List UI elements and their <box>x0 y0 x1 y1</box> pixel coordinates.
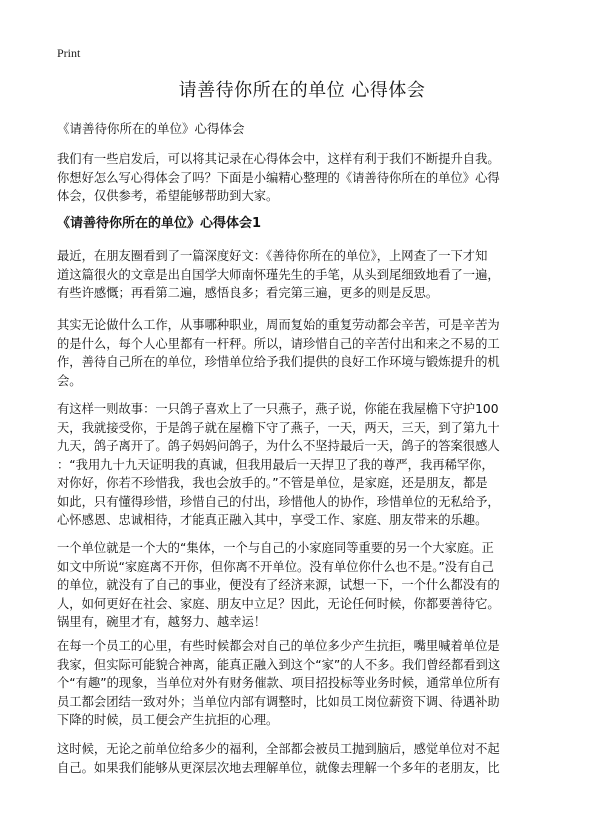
text-line: 道这篇很火的文章是出自国学大师南怀瑾先生的手笔，从头到尾细致地看了一遍， <box>57 267 500 282</box>
text-line: 会。 <box>57 373 82 388</box>
body-paragraph-3 <box>57 400 547 530</box>
text-line: 对你好，你若不珍惜我，我也会放手的。”不管是单位，是家庭，还是朋友，都是 <box>57 476 488 490</box>
text-line: 锅里有，碗里才有，越努力、越幸运！ <box>57 615 267 629</box>
body-paragraph-1 <box>57 247 547 303</box>
text-line: 天，我就接受你，于是鸽子就在屋檐下守了燕子，一天，两天，三天，到了第九十 <box>57 420 500 435</box>
text-line: 人，如何更好在社会、家庭、朋友中立足？因此，无论任何时候，你都要善待它。 <box>57 596 500 611</box>
text-line: 作，善待自己所在的单位，珍惜单位给予我们提供的良好工作环境与锻炼提升的机 <box>57 355 500 369</box>
text-line: 如文中所说“家庭离不开你，但你离不开单位。没有单位你什么也不是。”没有自己 <box>57 559 494 574</box>
text-line: 其实无论做什么工作，从事哪种职业，周而复始的重复劳动都会辛苦，可是辛苦为 <box>57 318 500 332</box>
text-line: 我家，但实际可能貌合神离，能真正融入到这个“家”的人不多。我们曾经都看到这 <box>57 657 501 672</box>
text-line: 我们有一些启发后，可以将其记录在心得体会中，这样有利于我们不断提升自我。 <box>57 152 500 166</box>
body-paragraph-5 <box>57 637 547 730</box>
text-line: 最近，在朋友圈看到了一篇深度好文：《善待你所在的单位》，上网查了一下才知 <box>57 249 488 263</box>
text-line: 心怀感恩、忠诚相待，才能真正融入其中，享受工作、家庭、朋友带来的乐趣。 <box>57 513 488 527</box>
text-line: 体会，仅供参考，希望能够帮助到大家。 <box>57 189 279 203</box>
text-line: 一个单位就是一个大的“集体，一个与自己的小家庭同等重要的另一个大家庭。正 <box>57 541 494 555</box>
page-title: 请善待你所在的单位 心得体会 <box>178 80 426 101</box>
text-line: 下降的时候，员工便会产生抗拒的心理。 <box>57 713 279 727</box>
subtitle: 《请善待你所在的单位》心得体会 <box>57 121 245 136</box>
text-line: ：“我用九十九天证明我的真诚，但我用最后一天捍卫了我的尊严，我再稀罕你， <box>57 457 494 472</box>
text-line: 你想好怎么写心得体会了吗？下面是小编精心整理的《请善待你所在的单位》心得 <box>57 170 500 185</box>
text-line: 个“有趣”的现象，当单位对外有财务催款、项目招投标等业务时候，通常单位所有 <box>57 676 501 690</box>
body-paragraph-4 <box>57 539 547 632</box>
section-heading: 《请善待你所在的单位》心得体会1 <box>57 216 262 231</box>
body-paragraph-6 <box>57 740 547 777</box>
text-line: 有些许感慨；再看第二遍，感悟良多；看完第三遍，更多的则是反思。 <box>57 286 439 300</box>
print-label: Print <box>57 46 81 60</box>
body-paragraph-2 <box>57 316 547 390</box>
intro-paragraph <box>57 150 547 206</box>
text-line: 如此，只有懂得珍惜，珍惜自己的付出，珍惜他人的协作，珍惜单位的无私给予， <box>57 494 500 509</box>
text-line: 的单位，就没有了自己的事业，便没有了经济来源，试想一下，一个什么都没有的 <box>57 578 500 592</box>
text-line: 九天，鸽子离开了。鸽子妈妈问鸽子，为什么不坚持最后一天，鸽子的答案很感人 <box>57 439 500 453</box>
text-line: 员工都会团结一致对外；当单位内部有调整时，比如员工岗位薪资下调、待遇补助 <box>57 694 500 709</box>
text-line: 自己。如果我们能够从更深层次地去理解单位，就像去理解一个多年的老朋友，比 <box>57 760 500 775</box>
text-line: 有这样一则故事：一只鸽子喜欢上了一只燕子，燕子说，你能在我屋檐下守护100 <box>57 402 499 416</box>
text-line: 在每一个员工的心里，有些时候都会对自己的单位多少产生抗拒，嘴里喊着单位是 <box>57 639 500 653</box>
text-line: 这时候，无论之前单位给多少的福利，全部都会被员工抛到脑后，感觉单位对不起 <box>57 742 500 756</box>
text-line: 的是什么，每个人心里都有一杆秤。所以，请珍惜自己的辛苦付出和来之不易的工 <box>57 336 500 351</box>
